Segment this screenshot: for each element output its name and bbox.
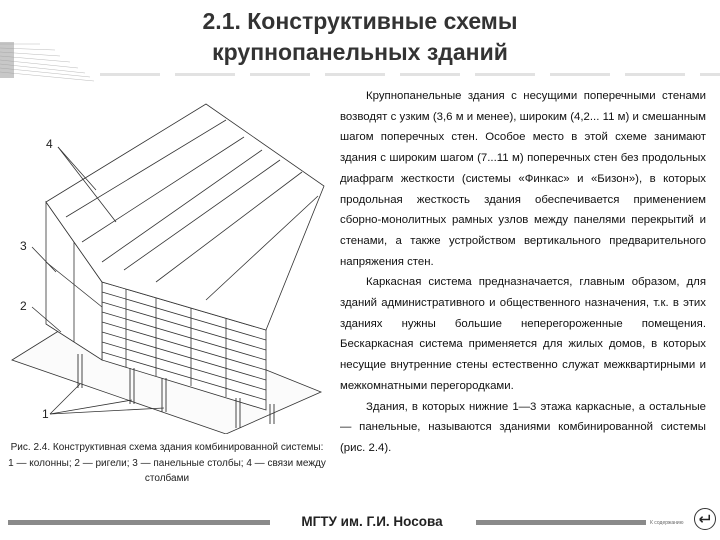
figure-label-4: 4 [46,137,53,151]
paragraph-2: Каркасная система предназначается, главным образом, для зданий административного и общественного назначения, т.к. в этих зданиях нужны большие неперегороженные помещения. Бескаркасная система применяется для жилых домов, в которых несущие внутренние стены естественно служат межквартирными и межкомнатными перегородками. [340,276,706,392]
paragraph-3: Здания, в которых нижние 1—3 этажа каркасные, а остальные — панельные, называются зданиями комбинированной системы (рис. 2.4). [340,400,706,454]
footer-bar-right [476,520,646,525]
header-rule [100,73,720,76]
page-title-line-1: 2.1. Конструктивные схемы [202,8,518,34]
return-button[interactable] [694,508,716,530]
footer-university: МГТУ им. Г.И. Носова [301,514,443,529]
figure-label-2: 2 [20,299,27,313]
footer-bar-left [8,520,270,525]
body-text [340,86,706,459]
figure-label-3: 3 [20,239,27,253]
figure-label-1: 1 [42,407,49,421]
figure-caption: Рис. 2.4. Конструктивная схема здания комбинированной системы: 1 — колонны; 2 — ригели; 3 — панельные столбы; 4 — связи между столбами [8,442,326,484]
page-title [140,6,580,68]
building-drawing [6,92,326,434]
return-arrow-icon [695,509,714,528]
building-figure [6,92,326,434]
page-title-line-2: крупнопанельных зданий [212,39,508,65]
back-to-contents-link[interactable]: К содержанию [650,520,684,526]
corner-decoration [0,40,95,85]
paragraph-1: Крупнопанельные здания с несущими поперечными стенами возводят с узким (3,6 м и менее), широким (4,2... 11 м) и смешанным шагом поперечных стен. Особое место в этой схеме занимают здания с широким шагом (7...11 м) поперечных стен без продольных диафрагм жесткости (системы «Финкас» и «Бизон»), в которых продольная жесткость здания обеспечивается применением сборно-монолитных рамных узлов между панелями перекрытий и стенами, а также устройством вертикального предварительного напряжения стен. [340,90,706,268]
